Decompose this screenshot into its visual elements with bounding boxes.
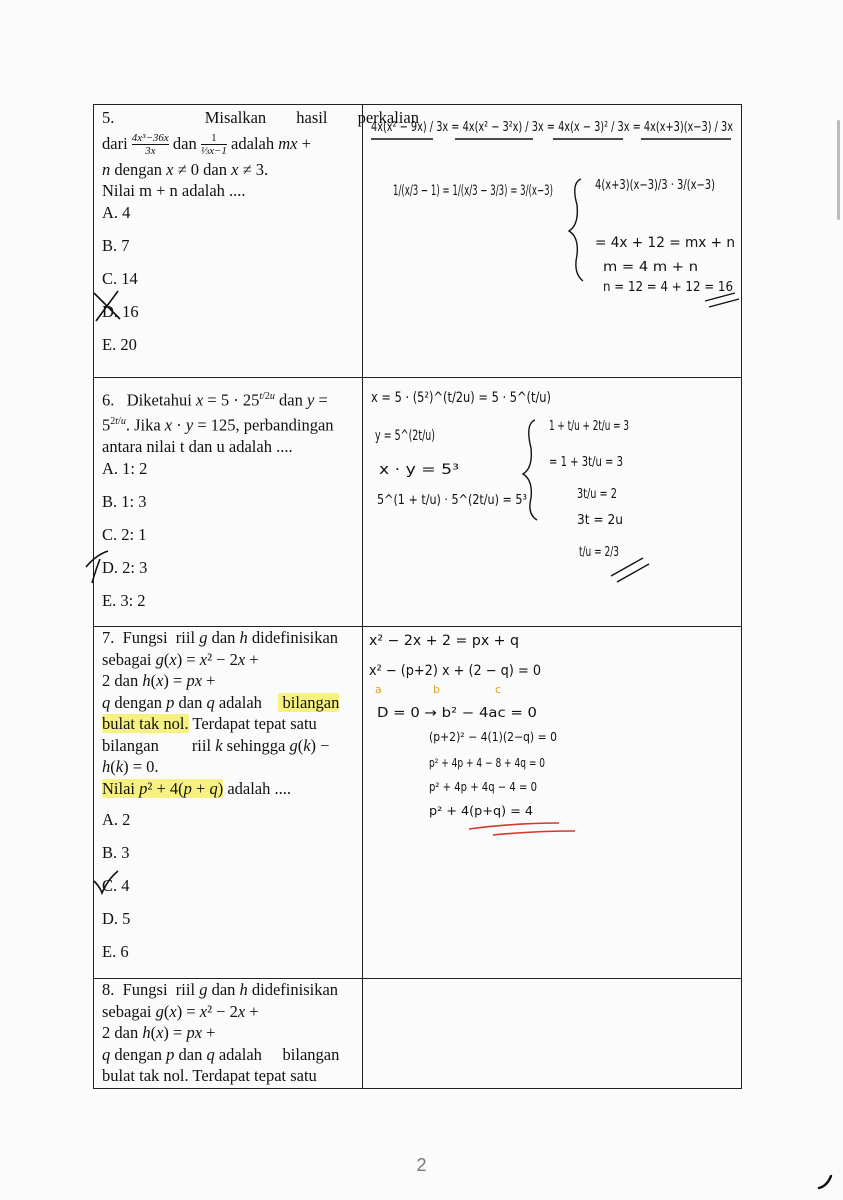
answer-cross-mark-icon (88, 289, 128, 323)
work-line: x² − (p+2) x + (2 − q) = 0 (369, 663, 541, 679)
question-line: n dengan x ≠ 0 dan x ≠ 3. (102, 159, 269, 179)
question-line: Nilai m + n adalah .... (102, 181, 246, 200)
question-line: dari $\frac{\text{4x³−36x}}{3x}$ dan $\frac{1}{\text{⅓x−1}}$ adalah mx + (102, 132, 311, 158)
work-line: t/u = 2/3 (579, 545, 619, 560)
work-line: m = 4 m + n (603, 260, 698, 275)
option-d (94, 301, 362, 322)
table-row (94, 627, 742, 979)
question-line: bulat tak nol. Terdapat tepat satu (102, 1066, 317, 1085)
question-table (93, 104, 742, 1089)
option-c: C. 14 (102, 268, 138, 288)
option-b: B. 1: 3 (102, 491, 147, 511)
option-d: D. 5 (102, 909, 131, 928)
work-line: a (375, 683, 382, 696)
handwritten-work-cell (363, 378, 742, 627)
work-line: = 4x + 12 = mx + n (595, 235, 735, 251)
option-b: B. 3 (102, 843, 130, 862)
work-line: x · y = 5³ (379, 462, 459, 478)
scrollbar[interactable] (837, 120, 840, 220)
work-line: x = 5 · (5²)^(t/2u) = 5 · 5^(t/u) (371, 390, 551, 406)
work-line: 3t/u = 2 (577, 487, 617, 502)
option-e: E. 20 (102, 334, 137, 354)
work-line: x² − 2x + 2 = px + q (369, 633, 519, 649)
work-line: c (495, 683, 502, 696)
question-cell (94, 979, 363, 1089)
question-line: h(k) = 0. (102, 757, 159, 776)
option-a: A. 2 (102, 810, 131, 829)
question-line: sebagai g(x) = x² − 2x + (102, 649, 259, 669)
handwritten-work-q5 (363, 105, 741, 378)
question-line: sebagai g(x) = x² − 2x + (102, 1001, 259, 1021)
question-cell (94, 627, 363, 979)
answer-check-mark-icon (92, 867, 122, 897)
option-c: C. 2: 1 (102, 524, 147, 544)
work-line: 3t = 2u (577, 513, 623, 528)
question-line: antara nilai t dan u adalah .... (102, 437, 293, 456)
work-line: 1/(x/3 − 1) = 1/(x/3 − 3/3) = 3/(x−3) (393, 183, 553, 199)
work-line: p² + 4p + 4q − 4 = 0 (429, 780, 537, 794)
option-a: A. 4 (102, 202, 131, 222)
handwritten-work-q7 (363, 627, 741, 979)
work-line: (p+2)² − 4(1)(2−q) = 0 (429, 730, 557, 744)
work-line: = 1 + 3t/u = 3 (549, 455, 623, 470)
question-line: q dengan p dan q adalah bilangan (102, 692, 340, 712)
question-cell (94, 378, 363, 627)
question-line: bulat tak nol. Terdapat tepat satu (102, 714, 317, 733)
work-line: n = 12 = 4 + 12 = 16 (603, 280, 733, 295)
question-line: q dengan p dan q adalah bilangan (102, 1044, 340, 1064)
question-line: 7. Fungsi riil g dan h didefinisikan (102, 628, 339, 647)
option-b: B. 7 (102, 235, 130, 255)
resize-handle-icon[interactable] (815, 1172, 835, 1192)
option-d (94, 557, 362, 578)
question-line: 2 dan h(x) = px + (102, 671, 216, 690)
work-line: 4(x+3)(x−3)/3 · 3/(x−3) (595, 178, 715, 193)
option-e: E. 6 (102, 942, 129, 961)
work-line: b (433, 683, 440, 696)
work-line: 4x(x² − 9x) / 3x = 4x(x² − 3²x) / 3x = 4x(x − 3)² / 3x = 4x(x+3)(x−3) / 3x (371, 119, 734, 135)
question-line: bilangan riil k sehingga g(k) − (102, 735, 330, 755)
page-number: 2 (416, 1155, 427, 1175)
question-line: $5^{2t/u}$. Jika x · y = 125, perbandingan (102, 415, 334, 435)
question-line: Nilai p² + 4(p + q) adalah .... (102, 778, 291, 798)
question-cell (94, 105, 419, 378)
option-c (94, 875, 362, 896)
option-label: C. 4 (102, 876, 130, 895)
question-line: 2 dan h(x) = px + (102, 1023, 216, 1042)
question-line: 6. Diketahui $x = 5 \cdot 25^{t/2u}$ dan y = (102, 390, 328, 410)
answer-cross-mark-icon (82, 545, 122, 585)
option-label: D. 2: 3 (102, 557, 148, 577)
work-line: 5^(1 + t/u) · 5^(2t/u) = 5³ (377, 493, 527, 508)
table-row (94, 979, 742, 1089)
option-a: A. 1: 2 (102, 458, 148, 478)
handwritten-work-cell (363, 627, 742, 979)
table-row (94, 378, 742, 627)
work-line: y = 5^(2t/u) (375, 428, 435, 444)
question-line: 8. Fungsi riil g dan h didefinisikan (102, 980, 339, 999)
handwritten-work-q6 (363, 378, 741, 627)
option-e: E. 3: 2 (102, 590, 146, 610)
option-label: D. 16 (102, 301, 139, 321)
question-line: 5. Misalkan hasil perkalian (102, 108, 419, 127)
handwritten-work-cell (363, 105, 742, 378)
work-line: p² + 4(p+q) = 4 (429, 804, 533, 818)
work-line: 1 + t/u + 2t/u = 3 (549, 419, 629, 434)
work-line: p² + 4p + 4 − 8 + 4q = 0 (429, 756, 545, 770)
work-line: D = 0 → b² − 4ac = 0 (377, 706, 537, 721)
table-row (94, 105, 742, 378)
handwritten-work-cell (363, 979, 742, 1089)
